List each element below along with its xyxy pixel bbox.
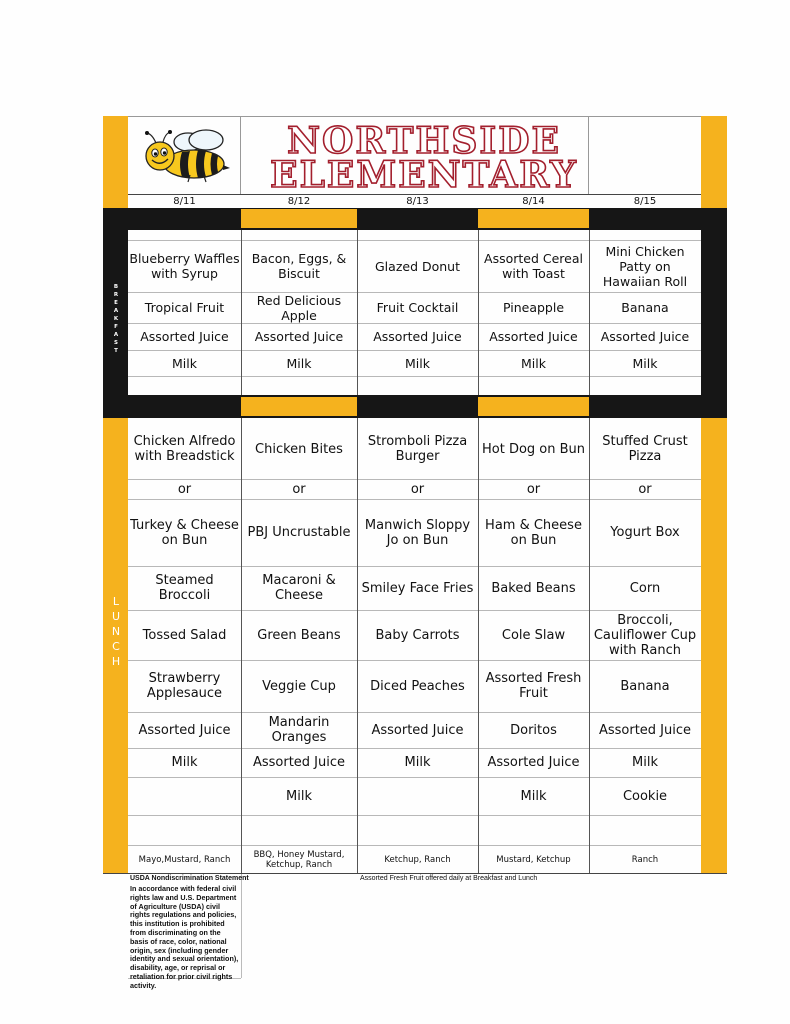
breakfast-juice: Assorted Juice bbox=[373, 329, 462, 344]
accent-block bbox=[241, 209, 357, 228]
breakfast-juice: Assorted Juice bbox=[489, 329, 578, 344]
lunch-alt-entree: Manwich Sloppy Jo on Bun bbox=[364, 517, 471, 548]
lunch-alt-entree: Yogurt Box bbox=[610, 525, 680, 540]
lunch-or: or bbox=[292, 481, 306, 497]
lunch-vegetable: Cole Slaw bbox=[501, 627, 566, 643]
lunch-alt-entree: PBJ Uncrustable bbox=[247, 525, 351, 540]
lunch-item: Assorted Juice bbox=[138, 722, 231, 738]
lunch-side: Macaroni & Cheese bbox=[262, 573, 336, 603]
breakfast-entree: Mini Chicken Patty on Hawaiian Roll bbox=[602, 243, 688, 289]
lunch-side: Corn bbox=[629, 580, 661, 596]
lunch-vegetable: Broccoli, Cauliflower Cup with Ranch bbox=[593, 612, 697, 658]
condiments: Ranch bbox=[631, 854, 659, 865]
condiments: Mayo,Mustard, Ranch bbox=[138, 854, 231, 865]
lunch-item: Milk bbox=[404, 755, 431, 770]
accent-block bbox=[478, 209, 589, 228]
lunch-or: or bbox=[638, 481, 652, 497]
breakfast-frame-bottom bbox=[103, 395, 727, 418]
lunch-side: Smiley Face Fries bbox=[361, 580, 474, 596]
condiments: Mustard, Ketchup bbox=[496, 854, 571, 865]
school-title-line2: ELEMENTARY bbox=[270, 154, 578, 196]
lunch-alt-entree: Turkey & Cheese on Bun bbox=[130, 517, 239, 548]
lunch-entree: Hot Dog on Bun bbox=[481, 441, 586, 457]
lunch-fruit: Diced Peaches bbox=[370, 678, 465, 694]
lunch-entree: Stromboli Pizza Burger bbox=[367, 434, 468, 464]
breakfast-juice: Assorted Juice bbox=[140, 329, 229, 344]
breakfast-entree: Assorted Cereal with Toast bbox=[484, 251, 583, 281]
lunch-vegetable: Tossed Salad bbox=[142, 627, 227, 643]
lunch-item: Milk bbox=[632, 755, 658, 770]
breakfast-juice: Assorted Juice bbox=[600, 329, 690, 344]
school-title bbox=[244, 120, 604, 196]
lunch-item: Doritos bbox=[510, 722, 557, 738]
breakfast-label: B R E A K F A S T bbox=[113, 284, 119, 354]
condiments: Ketchup, Ranch bbox=[384, 854, 451, 865]
usda-statement-body: In accordance with federal civil rights law and U.S. Department of Agriculture (USDA) civil rights regulations and policies, this institution is prohibited from discriminating on the basis of race, color, national origin, sex (including gender identity and sexual orientation), disability, age, or reprisal or retaliation for prior civil rights activity. bbox=[130, 884, 239, 990]
fresh-fruit-note: Assorted Fresh Fruit offered daily at Breakfast and Lunch bbox=[360, 875, 538, 882]
breakfast-entree: Bacon, Eggs, & Biscuit bbox=[251, 251, 347, 281]
lunch-alt-entree: Ham & Cheese on Bun bbox=[485, 517, 582, 548]
breakfast-milk: Milk bbox=[405, 355, 430, 371]
breakfast-entree: Glazed Donut bbox=[375, 258, 460, 274]
lunch-item: Milk bbox=[171, 755, 198, 770]
date-label: 8/12 bbox=[287, 196, 311, 207]
breakfast-milk: Milk bbox=[521, 355, 546, 371]
usda-statement-title: USDA Nondiscrimination Statement bbox=[130, 875, 249, 882]
lunch-vegetable: Green Beans bbox=[257, 627, 341, 643]
lunch-or: or bbox=[177, 481, 192, 497]
accent-block bbox=[241, 397, 357, 416]
lunch-or: or bbox=[526, 481, 541, 497]
date-label: 8/15 bbox=[633, 196, 657, 207]
lunch-item: Mandarin Oranges bbox=[268, 715, 330, 745]
lunch-item bbox=[128, 778, 241, 814]
lunch-entree: Chicken Bites bbox=[255, 441, 343, 457]
lunch-fruit: Assorted Fresh Fruit bbox=[485, 671, 582, 701]
date-label: 8/14 bbox=[522, 196, 545, 207]
lunch-label: L U N C H bbox=[111, 595, 121, 668]
lunch-fruit: Strawberry Applesauce bbox=[146, 671, 223, 701]
lunch-vegetable: Baby Carrots bbox=[375, 627, 460, 643]
breakfast-fruit: Fruit Cocktail bbox=[376, 300, 459, 315]
lunch-side: Steamed Broccoli bbox=[155, 573, 214, 603]
lunch-side: Baked Beans bbox=[491, 580, 576, 596]
lunch-entree: Chicken Alfredo with Breadstick bbox=[133, 434, 236, 464]
breakfast-milk: Milk bbox=[172, 355, 197, 371]
breakfast-fruit: Red Delicious Apple bbox=[256, 292, 342, 323]
date-label: 8/11 bbox=[173, 196, 196, 207]
lunch-item: Cookie bbox=[622, 788, 668, 804]
lunch-item: Assorted Juice bbox=[598, 722, 692, 738]
breakfast-entree: Blueberry Waffles with Syrup bbox=[129, 251, 240, 281]
lunch-entree: Stuffed Crust Pizza bbox=[602, 434, 688, 464]
lunch-fruit: Banana bbox=[620, 678, 670, 694]
lunch-item: Assorted Juice bbox=[371, 722, 464, 738]
lunch-item: Milk bbox=[520, 788, 547, 804]
breakfast-milk: Milk bbox=[632, 355, 658, 371]
breakfast-juice: Assorted Juice bbox=[254, 329, 344, 344]
lunch-or: or bbox=[410, 481, 425, 497]
lunch-fruit: Veggie Cup bbox=[262, 678, 336, 694]
accent-block bbox=[478, 397, 589, 416]
breakfast-fruit: Banana bbox=[621, 300, 669, 315]
date-label: 8/13 bbox=[406, 196, 429, 207]
breakfast-milk: Milk bbox=[286, 355, 312, 371]
lunch-item: Assorted Juice bbox=[252, 755, 346, 770]
condiments: BBQ, Honey Mustard, Ketchup, Ranch bbox=[253, 849, 345, 870]
lunch-item bbox=[357, 778, 478, 814]
lunch-item: Milk bbox=[286, 788, 312, 804]
breakfast-fruit: Pineapple bbox=[502, 300, 565, 315]
breakfast-frame-top bbox=[103, 208, 727, 230]
lunch-item: Assorted Juice bbox=[487, 755, 580, 770]
school-title-line1: NORTHSIDE bbox=[287, 120, 561, 162]
breakfast-fruit: Tropical Fruit bbox=[144, 300, 225, 315]
breakfast-frame-right bbox=[701, 208, 727, 418]
bee-mascot-logo bbox=[138, 128, 232, 184]
